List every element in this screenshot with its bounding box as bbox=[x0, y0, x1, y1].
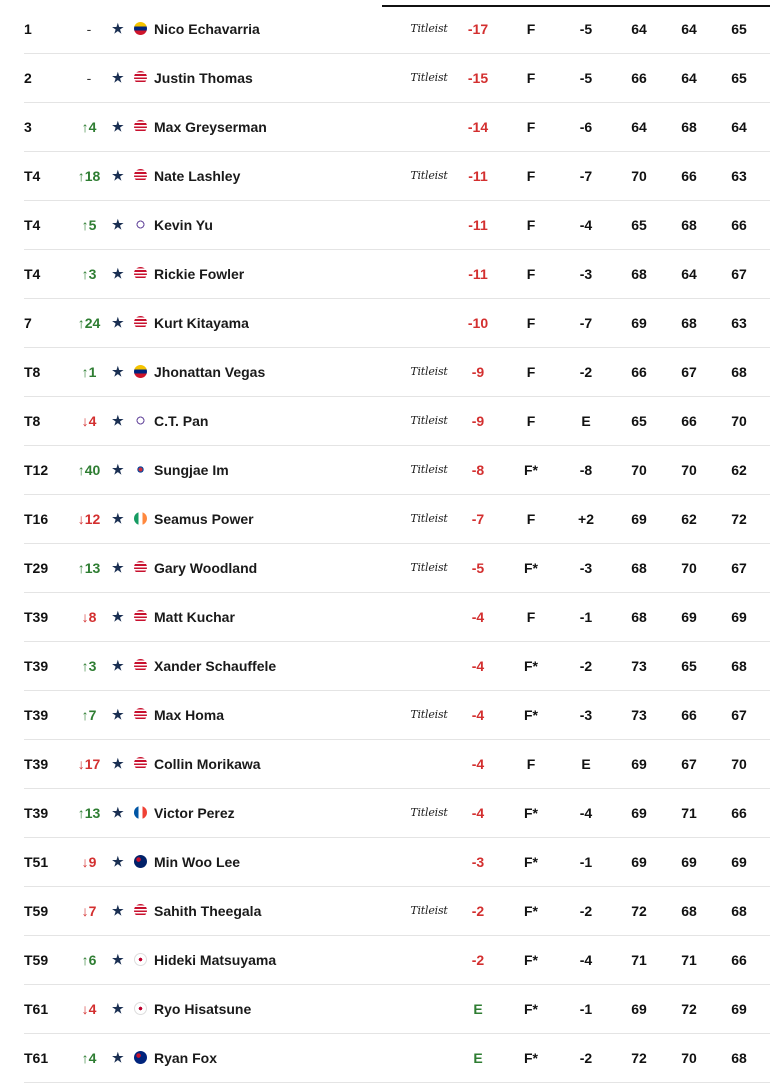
player-name-link[interactable]: Max Greyserman bbox=[154, 119, 267, 135]
country-flag-icon bbox=[134, 463, 147, 476]
favorite-star-icon[interactable]: ★ bbox=[112, 511, 124, 526]
player-name-link[interactable]: Ryo Hisatsune bbox=[154, 1001, 252, 1017]
round2-score: 66 bbox=[681, 168, 697, 184]
country-flag-icon bbox=[134, 120, 147, 133]
thru-cell: F bbox=[526, 756, 536, 772]
player-name-link[interactable]: Victor Perez bbox=[154, 805, 235, 821]
round3-score: 72 bbox=[731, 511, 747, 527]
today-score: E bbox=[581, 413, 591, 429]
player-name-link[interactable]: Hideki Matsuyama bbox=[154, 952, 277, 968]
round3-score: 69 bbox=[731, 609, 747, 625]
round3-score: 62 bbox=[731, 462, 747, 478]
round1-score: 73 bbox=[631, 658, 647, 674]
round3-score: 64 bbox=[731, 119, 747, 135]
position-cell: T39 bbox=[24, 756, 49, 772]
position-cell: T39 bbox=[24, 609, 49, 625]
favorite-star-icon[interactable]: ★ bbox=[112, 413, 124, 428]
total-score: -11 bbox=[468, 266, 488, 282]
player-row[interactable] bbox=[24, 936, 770, 985]
total-score: -4 bbox=[471, 658, 485, 674]
player-name-link[interactable]: Xander Schauffele bbox=[154, 658, 277, 674]
movement-indicator: ↓7 bbox=[81, 903, 97, 919]
movement-indicator: ↑13 bbox=[77, 805, 101, 821]
round2-score: 71 bbox=[681, 805, 697, 821]
total-score: -9 bbox=[471, 413, 485, 429]
player-row[interactable] bbox=[24, 495, 770, 544]
today-score: -6 bbox=[579, 119, 593, 135]
round2-score: 68 bbox=[681, 217, 697, 233]
position-cell: T39 bbox=[24, 707, 49, 723]
position-cell: T61 bbox=[24, 1001, 49, 1017]
player-row[interactable] bbox=[24, 201, 770, 250]
country-flag-icon bbox=[134, 218, 147, 231]
favorite-star-icon[interactable]: ★ bbox=[112, 315, 124, 330]
favorite-star-icon[interactable]: ★ bbox=[112, 70, 124, 85]
titleist-logo: Titleist bbox=[410, 169, 448, 182]
round2-score: 66 bbox=[681, 413, 697, 429]
thru-cell: F bbox=[526, 364, 536, 380]
player-name-link[interactable]: Max Homa bbox=[154, 707, 225, 723]
round3-score: 63 bbox=[731, 315, 747, 331]
player-row[interactable] bbox=[24, 691, 770, 740]
player-name-link[interactable]: Matt Kuchar bbox=[154, 609, 235, 625]
round1-score: 70 bbox=[631, 168, 647, 184]
round2-score: 67 bbox=[681, 364, 697, 380]
country-flag-icon bbox=[134, 267, 147, 280]
favorite-star-icon[interactable]: ★ bbox=[112, 364, 124, 379]
round2-score: 69 bbox=[681, 854, 697, 870]
round1-score: 69 bbox=[631, 756, 647, 772]
round1-score: 72 bbox=[631, 1050, 647, 1066]
country-flag-icon bbox=[134, 169, 147, 182]
country-flag-icon bbox=[134, 806, 147, 819]
thru-cell: F bbox=[526, 21, 536, 37]
player-name-link[interactable]: Rickie Fowler bbox=[154, 266, 245, 282]
total-score: -4 bbox=[471, 756, 485, 772]
player-row[interactable] bbox=[24, 838, 770, 887]
titleist-logo: Titleist bbox=[410, 414, 448, 427]
round3-score: 68 bbox=[731, 903, 747, 919]
player-name-link[interactable]: Sungjae Im bbox=[154, 462, 229, 478]
thru-cell: F* bbox=[524, 658, 538, 674]
country-flag-icon bbox=[134, 22, 147, 35]
country-flag-icon bbox=[134, 708, 147, 721]
total-score: -8 bbox=[471, 462, 485, 478]
player-row[interactable] bbox=[24, 152, 770, 201]
total-score: -17 bbox=[467, 21, 489, 37]
movement-indicator: ↓8 bbox=[81, 609, 97, 625]
position-cell: T59 bbox=[24, 952, 49, 968]
round1-score: 69 bbox=[631, 854, 647, 870]
position-cell: T8 bbox=[24, 364, 41, 380]
position-cell: T59 bbox=[24, 903, 49, 919]
movement-indicator: ↑7 bbox=[81, 707, 97, 723]
country-flag-icon bbox=[134, 365, 147, 378]
favorite-star-icon[interactable]: ★ bbox=[112, 609, 124, 624]
thru-cell: F bbox=[526, 266, 536, 282]
player-row[interactable] bbox=[24, 103, 770, 152]
round3-score: 63 bbox=[731, 168, 747, 184]
favorite-star-icon[interactable]: ★ bbox=[112, 21, 124, 36]
player-name-link[interactable]: Jhonattan Vegas bbox=[154, 364, 266, 380]
favorite-star-icon[interactable]: ★ bbox=[112, 462, 124, 477]
favorite-star-icon[interactable]: ★ bbox=[112, 658, 124, 673]
round3-score: 67 bbox=[731, 560, 747, 576]
round2-score: 70 bbox=[681, 462, 697, 478]
round1-score: 68 bbox=[631, 560, 647, 576]
total-score: -2 bbox=[471, 952, 485, 968]
country-flag-icon bbox=[134, 414, 147, 427]
country-flag-icon bbox=[134, 953, 147, 966]
country-flag-icon bbox=[134, 659, 147, 672]
thru-cell: F* bbox=[524, 952, 538, 968]
round1-score: 72 bbox=[631, 903, 647, 919]
round3-score: 65 bbox=[731, 70, 747, 86]
player-row[interactable] bbox=[24, 348, 770, 397]
favorite-star-icon[interactable]: ★ bbox=[112, 266, 124, 281]
movement-indicator: - bbox=[86, 21, 92, 37]
round3-score: 67 bbox=[731, 266, 747, 282]
titleist-logo: Titleist bbox=[410, 806, 448, 819]
total-score: -5 bbox=[471, 560, 485, 576]
round3-score: 67 bbox=[731, 707, 747, 723]
round2-score: 71 bbox=[681, 952, 697, 968]
round2-score: 68 bbox=[681, 903, 697, 919]
total-score: -10 bbox=[467, 315, 489, 331]
player-row[interactable] bbox=[24, 446, 770, 495]
thru-cell: F* bbox=[524, 903, 538, 919]
player-name-link[interactable]: Kurt Kitayama bbox=[154, 315, 249, 331]
player-name-link[interactable]: C.T. Pan bbox=[154, 413, 209, 429]
today-score: -5 bbox=[579, 70, 593, 86]
total-score: -4 bbox=[471, 805, 485, 821]
round2-score: 68 bbox=[681, 119, 697, 135]
player-name-link[interactable]: Nico Echavarria bbox=[154, 21, 260, 37]
today-score: -1 bbox=[579, 854, 593, 870]
thru-cell: F* bbox=[524, 1001, 538, 1017]
titleist-logo: Titleist bbox=[410, 904, 448, 917]
movement-indicator: ↑4 bbox=[81, 1050, 97, 1066]
round2-score: 70 bbox=[681, 560, 697, 576]
today-score: -7 bbox=[579, 315, 593, 331]
today-score: -1 bbox=[579, 1001, 593, 1017]
total-score: -11 bbox=[468, 168, 488, 184]
favorite-star-icon[interactable]: ★ bbox=[112, 903, 124, 918]
today-score: -5 bbox=[579, 21, 593, 37]
position-cell: T51 bbox=[24, 854, 49, 870]
today-score: -4 bbox=[579, 805, 593, 821]
today-score: -2 bbox=[579, 1050, 593, 1066]
thru-cell: F bbox=[526, 511, 536, 527]
player-row[interactable] bbox=[24, 54, 770, 103]
country-flag-icon bbox=[134, 904, 147, 917]
round1-score: 64 bbox=[631, 21, 647, 37]
movement-indicator: ↑3 bbox=[81, 658, 97, 674]
round1-score: 65 bbox=[631, 413, 647, 429]
thru-cell: F bbox=[526, 217, 536, 233]
round1-score: 66 bbox=[631, 70, 647, 86]
round2-score: 66 bbox=[681, 707, 697, 723]
favorite-star-icon[interactable]: ★ bbox=[112, 217, 124, 232]
player-row[interactable] bbox=[24, 789, 770, 838]
total-score: -7 bbox=[471, 511, 485, 527]
titleist-logo: Titleist bbox=[410, 22, 448, 35]
favorite-star-icon[interactable]: ★ bbox=[112, 119, 124, 134]
player-name-link[interactable]: Min Woo Lee bbox=[154, 854, 241, 870]
country-flag-icon bbox=[134, 610, 147, 623]
round3-score: 65 bbox=[731, 21, 747, 37]
total-score: -14 bbox=[467, 119, 489, 135]
position-cell: T4 bbox=[24, 168, 41, 184]
player-row[interactable] bbox=[24, 299, 770, 348]
player-name-link[interactable]: Gary Woodland bbox=[154, 560, 258, 576]
round1-score: 68 bbox=[631, 266, 647, 282]
thru-cell: F bbox=[526, 413, 536, 429]
country-flag-icon bbox=[134, 1051, 147, 1064]
player-name-link[interactable]: Seamus Power bbox=[154, 511, 254, 527]
thru-cell: F bbox=[526, 609, 536, 625]
round1-score: 71 bbox=[631, 952, 647, 968]
round2-score: 62 bbox=[681, 511, 697, 527]
round2-score: 64 bbox=[681, 21, 697, 37]
favorite-star-icon[interactable]: ★ bbox=[112, 805, 124, 820]
movement-indicator: ↑3 bbox=[81, 266, 97, 282]
today-score: -3 bbox=[579, 266, 593, 282]
thru-cell: F bbox=[526, 70, 536, 86]
round3-score: 70 bbox=[731, 413, 747, 429]
today-score: -4 bbox=[579, 217, 593, 233]
total-score: -2 bbox=[471, 903, 485, 919]
round1-score: 64 bbox=[631, 119, 647, 135]
position-cell: 2 bbox=[24, 70, 32, 86]
today-score: -3 bbox=[579, 560, 593, 576]
position-cell: 7 bbox=[24, 315, 32, 331]
player-name-link[interactable]: Kevin Yu bbox=[154, 217, 213, 233]
today-score: -2 bbox=[579, 364, 593, 380]
round1-score: 70 bbox=[631, 462, 647, 478]
player-row[interactable] bbox=[24, 593, 770, 642]
titleist-logo: Titleist bbox=[410, 561, 448, 574]
titleist-logo: Titleist bbox=[410, 512, 448, 525]
today-score: -3 bbox=[579, 707, 593, 723]
movement-indicator: ↑40 bbox=[77, 462, 101, 478]
round2-score: 67 bbox=[681, 756, 697, 772]
favorite-star-icon[interactable]: ★ bbox=[112, 1001, 124, 1016]
round3-score: 70 bbox=[731, 756, 747, 772]
player-row[interactable] bbox=[24, 740, 770, 789]
thru-cell: F bbox=[526, 168, 536, 184]
round1-score: 66 bbox=[631, 364, 647, 380]
position-cell: T4 bbox=[24, 266, 41, 282]
player-row[interactable] bbox=[24, 397, 770, 446]
movement-indicator: ↑24 bbox=[77, 315, 101, 331]
round2-score: 64 bbox=[681, 266, 697, 282]
movement-indicator: ↓12 bbox=[77, 511, 101, 527]
position-cell: T61 bbox=[24, 1050, 49, 1066]
country-flag-icon bbox=[134, 757, 147, 770]
position-cell: 1 bbox=[24, 21, 32, 37]
player-name-link[interactable]: Collin Morikawa bbox=[154, 756, 261, 772]
player-name-link[interactable]: Nate Lashley bbox=[154, 168, 241, 184]
total-score: -9 bbox=[471, 364, 485, 380]
movement-indicator: ↓4 bbox=[81, 1001, 97, 1017]
round3-score: 68 bbox=[731, 1050, 747, 1066]
today-score: -2 bbox=[579, 658, 593, 674]
thru-cell: F* bbox=[524, 707, 538, 723]
today-score: -4 bbox=[579, 952, 593, 968]
round3-score: 68 bbox=[731, 658, 747, 674]
round3-score: 66 bbox=[731, 217, 747, 233]
player-name-link[interactable]: Sahith Theegala bbox=[154, 903, 262, 919]
favorite-star-icon[interactable]: ★ bbox=[112, 854, 124, 869]
today-score: E bbox=[581, 756, 591, 772]
round3-score: 69 bbox=[731, 854, 747, 870]
today-score: -1 bbox=[579, 609, 593, 625]
round2-score: 65 bbox=[681, 658, 697, 674]
position-cell: 3 bbox=[24, 119, 32, 135]
today-score: -7 bbox=[579, 168, 593, 184]
favorite-star-icon[interactable]: ★ bbox=[112, 1050, 124, 1065]
movement-indicator: ↑5 bbox=[81, 217, 97, 233]
round1-score: 69 bbox=[631, 1001, 647, 1017]
total-score: -11 bbox=[468, 217, 488, 233]
round3-score: 66 bbox=[731, 805, 747, 821]
player-row[interactable] bbox=[24, 642, 770, 691]
country-flag-icon bbox=[134, 316, 147, 329]
position-cell: T39 bbox=[24, 658, 49, 674]
position-cell: T39 bbox=[24, 805, 49, 821]
round2-score: 72 bbox=[681, 1001, 697, 1017]
thru-cell: F* bbox=[524, 805, 538, 821]
country-flag-icon bbox=[134, 561, 147, 574]
country-flag-icon bbox=[134, 512, 147, 525]
favorite-star-icon[interactable]: ★ bbox=[112, 756, 124, 771]
today-score: -8 bbox=[579, 462, 593, 478]
movement-indicator: ↑1 bbox=[81, 364, 97, 380]
total-score: -4 bbox=[471, 707, 485, 723]
total-score: E bbox=[473, 1050, 483, 1066]
total-score: -4 bbox=[471, 609, 485, 625]
player-row[interactable] bbox=[24, 985, 770, 1034]
thru-cell: F* bbox=[524, 1050, 538, 1066]
country-flag-icon bbox=[134, 1002, 147, 1015]
round2-score: 70 bbox=[681, 1050, 697, 1066]
country-flag-icon bbox=[134, 71, 147, 84]
player-row[interactable] bbox=[24, 887, 770, 936]
thru-cell: F* bbox=[524, 560, 538, 576]
titleist-logo: Titleist bbox=[410, 708, 448, 721]
total-score: -15 bbox=[467, 70, 489, 86]
round2-score: 69 bbox=[681, 609, 697, 625]
movement-indicator: ↑13 bbox=[77, 560, 101, 576]
thru-cell: F bbox=[526, 315, 536, 331]
movement-indicator: ↓9 bbox=[81, 854, 97, 870]
round1-score: 69 bbox=[631, 805, 647, 821]
favorite-star-icon[interactable]: ★ bbox=[112, 560, 124, 575]
round2-score: 64 bbox=[681, 70, 697, 86]
player-name-link[interactable]: Ryan Fox bbox=[154, 1050, 218, 1066]
today-score: -2 bbox=[579, 903, 593, 919]
round1-score: 65 bbox=[631, 217, 647, 233]
country-flag-icon bbox=[134, 855, 147, 868]
position-cell: T16 bbox=[24, 511, 49, 527]
round3-score: 68 bbox=[731, 364, 747, 380]
titleist-logo: Titleist bbox=[410, 365, 448, 378]
movement-indicator: ↓17 bbox=[77, 756, 101, 772]
player-name-link[interactable]: Justin Thomas bbox=[154, 70, 253, 86]
total-score: -3 bbox=[471, 854, 485, 870]
position-cell: T12 bbox=[24, 462, 49, 478]
player-row[interactable] bbox=[24, 1034, 770, 1083]
thru-cell: F* bbox=[524, 854, 538, 870]
movement-indicator: ↑6 bbox=[81, 952, 97, 968]
titleist-logo: Titleist bbox=[410, 463, 448, 476]
thru-cell: F* bbox=[524, 462, 538, 478]
round1-score: 69 bbox=[631, 511, 647, 527]
round3-score: 66 bbox=[731, 952, 747, 968]
position-cell: T4 bbox=[24, 217, 41, 233]
movement-indicator: ↑4 bbox=[81, 119, 97, 135]
round2-score: 68 bbox=[681, 315, 697, 331]
round1-score: 68 bbox=[631, 609, 647, 625]
movement-indicator: ↓4 bbox=[81, 413, 97, 429]
movement-indicator: - bbox=[86, 70, 92, 86]
player-row[interactable] bbox=[24, 5, 770, 54]
favorite-star-icon[interactable]: ★ bbox=[112, 168, 124, 183]
total-score: E bbox=[473, 1001, 483, 1017]
favorite-star-icon[interactable]: ★ bbox=[112, 952, 124, 967]
movement-indicator: ↑18 bbox=[77, 168, 101, 184]
position-cell: T8 bbox=[24, 413, 41, 429]
player-row[interactable] bbox=[24, 544, 770, 593]
thru-cell: F bbox=[526, 119, 536, 135]
player-row[interactable] bbox=[24, 250, 770, 299]
today-score: +2 bbox=[578, 511, 594, 527]
round1-score: 73 bbox=[631, 707, 647, 723]
favorite-star-icon[interactable]: ★ bbox=[112, 707, 124, 722]
round3-score: 69 bbox=[731, 1001, 747, 1017]
round1-score: 69 bbox=[631, 315, 647, 331]
titleist-logo: Titleist bbox=[410, 71, 448, 84]
position-cell: T29 bbox=[24, 560, 49, 576]
